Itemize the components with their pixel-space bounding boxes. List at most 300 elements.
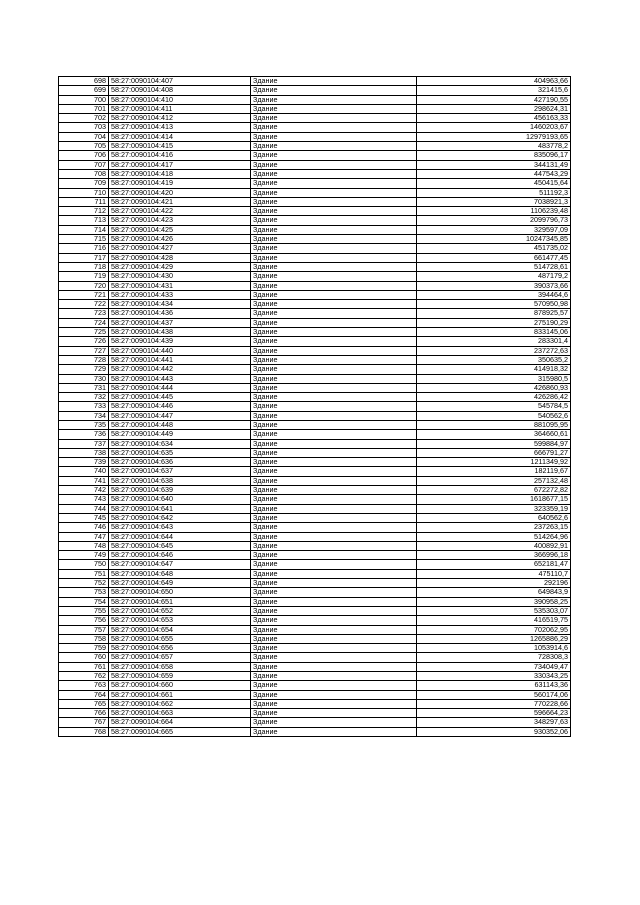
table-row	[59, 151, 571, 160]
cadastral-number-cell: 58:27:0090104:446	[109, 402, 251, 411]
object-type-cell: Здание	[251, 272, 417, 281]
object-type-cell: Здание	[251, 588, 417, 597]
table-row	[59, 718, 571, 727]
table-row	[59, 588, 571, 597]
object-type-cell: Здание	[251, 374, 417, 383]
cadastral-value-cell: 511192,3	[417, 188, 571, 197]
cadastral-number-cell: 58:27:0090104:644	[109, 532, 251, 541]
object-type-cell: Здание	[251, 699, 417, 708]
document-sheet	[58, 76, 570, 737]
table-row	[59, 225, 571, 234]
object-type-cell: Здание	[251, 532, 417, 541]
table-row	[59, 690, 571, 699]
object-type-cell: Здание	[251, 681, 417, 690]
table-row	[59, 300, 571, 309]
cadastral-number-cell: 58:27:0090104:664	[109, 718, 251, 727]
table-row	[59, 169, 571, 178]
object-type-cell: Здание	[251, 495, 417, 504]
property-table	[58, 76, 571, 737]
cadastral-value-cell: 728308,3	[417, 653, 571, 662]
row-number-cell: 731	[59, 383, 109, 392]
row-number-cell: 719	[59, 272, 109, 281]
row-number-cell: 742	[59, 486, 109, 495]
cadastral-value-cell: 426286,42	[417, 393, 571, 402]
row-number-cell: 759	[59, 644, 109, 653]
object-type-cell: Здание	[251, 411, 417, 420]
table-row	[59, 132, 571, 141]
row-number-cell: 713	[59, 216, 109, 225]
table-row	[59, 662, 571, 671]
cadastral-value-cell: 330343,25	[417, 672, 571, 681]
object-type-cell: Здание	[251, 569, 417, 578]
cadastral-value-cell: 404963,66	[417, 77, 571, 86]
row-number-cell: 761	[59, 662, 109, 671]
row-number-cell: 764	[59, 690, 109, 699]
cadastral-value-cell: 487179,2	[417, 272, 571, 281]
table-row	[59, 402, 571, 411]
object-type-cell: Здание	[251, 104, 417, 113]
object-type-cell: Здание	[251, 86, 417, 95]
cadastral-value-cell: 666791,27	[417, 448, 571, 457]
row-number-cell: 767	[59, 718, 109, 727]
cadastral-number-cell: 58:27:0090104:645	[109, 541, 251, 550]
table-row	[59, 476, 571, 485]
object-type-cell: Здание	[251, 430, 417, 439]
table-row	[59, 290, 571, 299]
object-type-cell: Здание	[251, 402, 417, 411]
row-number-cell: 736	[59, 430, 109, 439]
object-type-cell: Здание	[251, 142, 417, 151]
cadastral-value-cell: 570950,98	[417, 300, 571, 309]
table-row	[59, 272, 571, 281]
object-type-cell: Здание	[251, 160, 417, 169]
table-row	[59, 318, 571, 327]
object-type-cell: Здание	[251, 541, 417, 550]
table-row	[59, 495, 571, 504]
row-number-cell: 758	[59, 634, 109, 643]
cadastral-number-cell: 58:27:0090104:430	[109, 272, 251, 281]
cadastral-value-cell: 631143,36	[417, 681, 571, 690]
table-row	[59, 77, 571, 86]
cadastral-value-cell: 652181,47	[417, 560, 571, 569]
cadastral-number-cell: 58:27:0090104:415	[109, 142, 251, 151]
object-type-cell: Здание	[251, 597, 417, 606]
cadastral-number-cell: 58:27:0090104:639	[109, 486, 251, 495]
cadastral-value-cell: 292196	[417, 579, 571, 588]
table-row	[59, 355, 571, 364]
object-type-cell: Здание	[251, 337, 417, 346]
table-row	[59, 681, 571, 690]
cadastral-value-cell: 1265886,29	[417, 634, 571, 643]
cadastral-value-cell: 400892,91	[417, 541, 571, 550]
table-row	[59, 383, 571, 392]
cadastral-number-cell: 58:27:0090104:444	[109, 383, 251, 392]
cadastral-value-cell: 514728,61	[417, 262, 571, 271]
object-type-cell: Здание	[251, 513, 417, 522]
table-row	[59, 253, 571, 262]
row-number-cell: 768	[59, 727, 109, 736]
table-row	[59, 411, 571, 420]
object-type-cell: Здание	[251, 207, 417, 216]
cadastral-number-cell: 58:27:0090104:411	[109, 104, 251, 113]
cadastral-number-cell: 58:27:0090104:433	[109, 290, 251, 299]
cadastral-number-cell: 58:27:0090104:439	[109, 337, 251, 346]
cadastral-value-cell: 560174,06	[417, 690, 571, 699]
table-body	[59, 77, 571, 737]
object-type-cell: Здание	[251, 244, 417, 253]
object-type-cell: Здание	[251, 123, 417, 132]
row-number-cell: 737	[59, 439, 109, 448]
row-number-cell: 701	[59, 104, 109, 113]
cadastral-number-cell: 58:27:0090104:429	[109, 262, 251, 271]
cadastral-number-cell: 58:27:0090104:441	[109, 355, 251, 364]
cadastral-value-cell: 447543,29	[417, 169, 571, 178]
table-row	[59, 281, 571, 290]
table-row	[59, 709, 571, 718]
object-type-cell: Здание	[251, 718, 417, 727]
cadastral-number-cell: 58:27:0090104:637	[109, 467, 251, 476]
table-row	[59, 551, 571, 560]
row-number-cell: 723	[59, 309, 109, 318]
object-type-cell: Здание	[251, 346, 417, 355]
row-number-cell: 708	[59, 169, 109, 178]
row-number-cell: 714	[59, 225, 109, 234]
cadastral-number-cell: 58:27:0090104:447	[109, 411, 251, 420]
cadastral-number-cell: 58:27:0090104:418	[109, 169, 251, 178]
object-type-cell: Здание	[251, 225, 417, 234]
object-type-cell: Здание	[251, 644, 417, 653]
row-number-cell: 712	[59, 207, 109, 216]
table-row	[59, 569, 571, 578]
object-type-cell: Здание	[251, 560, 417, 569]
object-type-cell: Здание	[251, 486, 417, 495]
object-type-cell: Здание	[251, 197, 417, 206]
object-type-cell: Здание	[251, 290, 417, 299]
cadastral-number-cell: 58:27:0090104:646	[109, 551, 251, 560]
table-row	[59, 430, 571, 439]
cadastral-number-cell: 58:27:0090104:421	[109, 197, 251, 206]
cadastral-value-cell: 2099796,73	[417, 216, 571, 225]
cadastral-value-cell: 535303,07	[417, 606, 571, 615]
cadastral-value-cell: 483778,2	[417, 142, 571, 151]
cadastral-number-cell: 58:27:0090104:442	[109, 365, 251, 374]
table-row	[59, 727, 571, 736]
object-type-cell: Здание	[251, 523, 417, 532]
row-number-cell: 735	[59, 420, 109, 429]
table-row	[59, 579, 571, 588]
table-row	[59, 625, 571, 634]
row-number-cell: 766	[59, 709, 109, 718]
row-number-cell: 754	[59, 597, 109, 606]
object-type-cell: Здание	[251, 551, 417, 560]
cadastral-value-cell: 275190,29	[417, 318, 571, 327]
cadastral-number-cell: 58:27:0090104:654	[109, 625, 251, 634]
table-row	[59, 160, 571, 169]
cadastral-value-cell: 390373,66	[417, 281, 571, 290]
cadastral-value-cell: 456163,33	[417, 114, 571, 123]
row-number-cell: 721	[59, 290, 109, 299]
object-type-cell: Здание	[251, 132, 417, 141]
object-type-cell: Здание	[251, 188, 417, 197]
cadastral-value-cell: 878925,57	[417, 309, 571, 318]
cadastral-number-cell: 58:27:0090104:440	[109, 346, 251, 355]
cadastral-value-cell: 364660,61	[417, 430, 571, 439]
cadastral-value-cell: 1106239,48	[417, 207, 571, 216]
row-number-cell: 744	[59, 504, 109, 513]
cadastral-value-cell: 540562,6	[417, 411, 571, 420]
table-row	[59, 95, 571, 104]
object-type-cell: Здание	[251, 653, 417, 662]
cadastral-value-cell: 390958,25	[417, 597, 571, 606]
object-type-cell: Здание	[251, 393, 417, 402]
cadastral-value-cell: 833145,06	[417, 328, 571, 337]
cadastral-value-cell: 881095,95	[417, 420, 571, 429]
cadastral-value-cell: 672272,82	[417, 486, 571, 495]
cadastral-number-cell: 58:27:0090104:426	[109, 235, 251, 244]
object-type-cell: Здание	[251, 448, 417, 457]
cadastral-number-cell: 58:27:0090104:438	[109, 328, 251, 337]
row-number-cell: 734	[59, 411, 109, 420]
row-number-cell: 740	[59, 467, 109, 476]
table-row	[59, 393, 571, 402]
row-number-cell: 724	[59, 318, 109, 327]
cadastral-number-cell: 58:27:0090104:414	[109, 132, 251, 141]
cadastral-number-cell: 58:27:0090104:665	[109, 727, 251, 736]
cadastral-value-cell: 329597,09	[417, 225, 571, 234]
object-type-cell: Здание	[251, 216, 417, 225]
cadastral-number-cell: 58:27:0090104:449	[109, 430, 251, 439]
cadastral-number-cell: 58:27:0090104:641	[109, 504, 251, 513]
table-row	[59, 114, 571, 123]
row-number-cell: 739	[59, 458, 109, 467]
object-type-cell: Здание	[251, 300, 417, 309]
object-type-cell: Здание	[251, 458, 417, 467]
object-type-cell: Здание	[251, 235, 417, 244]
cadastral-number-cell: 58:27:0090104:658	[109, 662, 251, 671]
row-number-cell: 711	[59, 197, 109, 206]
cadastral-number-cell: 58:27:0090104:660	[109, 681, 251, 690]
cadastral-number-cell: 58:27:0090104:416	[109, 151, 251, 160]
table-row	[59, 262, 571, 271]
cadastral-value-cell: 298624,31	[417, 104, 571, 113]
row-number-cell: 748	[59, 541, 109, 550]
object-type-cell: Здание	[251, 151, 417, 160]
row-number-cell: 703	[59, 123, 109, 132]
table-row	[59, 104, 571, 113]
cadastral-number-cell: 58:27:0090104:651	[109, 597, 251, 606]
object-type-cell: Здание	[251, 114, 417, 123]
cadastral-number-cell: 58:27:0090104:648	[109, 569, 251, 578]
cadastral-number-cell: 58:27:0090104:635	[109, 448, 251, 457]
cadastral-value-cell: 426860,93	[417, 383, 571, 392]
row-number-cell: 732	[59, 393, 109, 402]
cadastral-value-cell: 640562,6	[417, 513, 571, 522]
cadastral-number-cell: 58:27:0090104:422	[109, 207, 251, 216]
row-number-cell: 756	[59, 616, 109, 625]
cadastral-value-cell: 366996,18	[417, 551, 571, 560]
table-row	[59, 123, 571, 132]
cadastral-value-cell: 661477,45	[417, 253, 571, 262]
cadastral-value-cell: 323359,19	[417, 504, 571, 513]
cadastral-number-cell: 58:27:0090104:420	[109, 188, 251, 197]
cadastral-value-cell: 1618677,15	[417, 495, 571, 504]
object-type-cell: Здание	[251, 179, 417, 188]
cadastral-value-cell: 734049,47	[417, 662, 571, 671]
table-row	[59, 653, 571, 662]
table-row	[59, 597, 571, 606]
cadastral-number-cell: 58:27:0090104:436	[109, 309, 251, 318]
table-row	[59, 244, 571, 253]
cadastral-value-cell: 1211349,92	[417, 458, 571, 467]
table-row	[59, 634, 571, 643]
cadastral-number-cell: 58:27:0090104:431	[109, 281, 251, 290]
table-row	[59, 606, 571, 615]
row-number-cell: 706	[59, 151, 109, 160]
table-row	[59, 616, 571, 625]
cadastral-value-cell: 835096,17	[417, 151, 571, 160]
cadastral-value-cell: 702062,95	[417, 625, 571, 634]
row-number-cell: 743	[59, 495, 109, 504]
row-number-cell: 750	[59, 560, 109, 569]
cadastral-value-cell: 10247345,85	[417, 235, 571, 244]
row-number-cell: 760	[59, 653, 109, 662]
cadastral-number-cell: 58:27:0090104:408	[109, 86, 251, 95]
table-row	[59, 644, 571, 653]
cadastral-number-cell: 58:27:0090104:636	[109, 458, 251, 467]
row-number-cell: 709	[59, 179, 109, 188]
cadastral-number-cell: 58:27:0090104:427	[109, 244, 251, 253]
object-type-cell: Здание	[251, 504, 417, 513]
table-row	[59, 699, 571, 708]
row-number-cell: 700	[59, 95, 109, 104]
object-type-cell: Здание	[251, 690, 417, 699]
cadastral-number-cell: 58:27:0090104:417	[109, 160, 251, 169]
cadastral-value-cell: 7038921,3	[417, 197, 571, 206]
table-row	[59, 216, 571, 225]
row-number-cell: 722	[59, 300, 109, 309]
row-number-cell: 699	[59, 86, 109, 95]
cadastral-value-cell: 930352,06	[417, 727, 571, 736]
cadastral-number-cell: 58:27:0090104:437	[109, 318, 251, 327]
object-type-cell: Здание	[251, 169, 417, 178]
cadastral-value-cell: 599884,97	[417, 439, 571, 448]
row-number-cell: 746	[59, 523, 109, 532]
row-number-cell: 751	[59, 569, 109, 578]
object-type-cell: Здание	[251, 95, 417, 104]
object-type-cell: Здание	[251, 439, 417, 448]
cadastral-number-cell: 58:27:0090104:663	[109, 709, 251, 718]
cadastral-number-cell: 58:27:0090104:656	[109, 644, 251, 653]
cadastral-value-cell: 237272,63	[417, 346, 571, 355]
table-row	[59, 541, 571, 550]
cadastral-number-cell: 58:27:0090104:412	[109, 114, 251, 123]
table-row	[59, 672, 571, 681]
object-type-cell: Здание	[251, 606, 417, 615]
table-row	[59, 504, 571, 513]
cadastral-number-cell: 58:27:0090104:445	[109, 393, 251, 402]
table-row	[59, 179, 571, 188]
row-number-cell: 698	[59, 77, 109, 86]
cadastral-value-cell: 770228,66	[417, 699, 571, 708]
row-number-cell: 730	[59, 374, 109, 383]
table-row	[59, 448, 571, 457]
cadastral-value-cell: 182119,67	[417, 467, 571, 476]
row-number-cell: 762	[59, 672, 109, 681]
table-row	[59, 486, 571, 495]
cadastral-number-cell: 58:27:0090104:647	[109, 560, 251, 569]
cadastral-number-cell: 58:27:0090104:643	[109, 523, 251, 532]
table-row	[59, 439, 571, 448]
cadastral-value-cell: 257132,48	[417, 476, 571, 485]
cadastral-number-cell: 58:27:0090104:652	[109, 606, 251, 615]
cadastral-number-cell: 58:27:0090104:642	[109, 513, 251, 522]
cadastral-value-cell: 649843,9	[417, 588, 571, 597]
object-type-cell: Здание	[251, 253, 417, 262]
object-type-cell: Здание	[251, 662, 417, 671]
cadastral-number-cell: 58:27:0090104:655	[109, 634, 251, 643]
cadastral-value-cell: 283301,4	[417, 337, 571, 346]
row-number-cell: 733	[59, 402, 109, 411]
row-number-cell: 720	[59, 281, 109, 290]
row-number-cell: 728	[59, 355, 109, 364]
object-type-cell: Здание	[251, 476, 417, 485]
table-row	[59, 560, 571, 569]
table-row	[59, 374, 571, 383]
row-number-cell: 725	[59, 328, 109, 337]
table-row	[59, 365, 571, 374]
cadastral-number-cell: 58:27:0090104:650	[109, 588, 251, 597]
cadastral-number-cell: 58:27:0090104:423	[109, 216, 251, 225]
row-number-cell: 738	[59, 448, 109, 457]
cadastral-value-cell: 321415,6	[417, 86, 571, 95]
cadastral-value-cell: 427190,55	[417, 95, 571, 104]
cadastral-number-cell: 58:27:0090104:662	[109, 699, 251, 708]
row-number-cell: 710	[59, 188, 109, 197]
cadastral-value-cell: 12979193,65	[417, 132, 571, 141]
cadastral-value-cell: 350635,2	[417, 355, 571, 364]
cadastral-number-cell: 58:27:0090104:407	[109, 77, 251, 86]
cadastral-number-cell: 58:27:0090104:661	[109, 690, 251, 699]
cadastral-number-cell: 58:27:0090104:640	[109, 495, 251, 504]
cadastral-number-cell: 58:27:0090104:649	[109, 579, 251, 588]
table-row	[59, 86, 571, 95]
row-number-cell: 717	[59, 253, 109, 262]
cadastral-value-cell: 1053914,6	[417, 644, 571, 653]
cadastral-value-cell: 514264,96	[417, 532, 571, 541]
table-row	[59, 420, 571, 429]
cadastral-number-cell: 58:27:0090104:434	[109, 300, 251, 309]
object-type-cell: Здание	[251, 634, 417, 643]
cadastral-number-cell: 58:27:0090104:634	[109, 439, 251, 448]
row-number-cell: 707	[59, 160, 109, 169]
table-row	[59, 188, 571, 197]
row-number-cell: 729	[59, 365, 109, 374]
cadastral-number-cell: 58:27:0090104:657	[109, 653, 251, 662]
row-number-cell: 715	[59, 235, 109, 244]
cadastral-number-cell: 58:27:0090104:448	[109, 420, 251, 429]
object-type-cell: Здание	[251, 262, 417, 271]
object-type-cell: Здание	[251, 625, 417, 634]
object-type-cell: Здание	[251, 365, 417, 374]
cadastral-number-cell: 58:27:0090104:419	[109, 179, 251, 188]
cadastral-number-cell: 58:27:0090104:410	[109, 95, 251, 104]
table-row	[59, 235, 571, 244]
row-number-cell: 747	[59, 532, 109, 541]
object-type-cell: Здание	[251, 579, 417, 588]
cadastral-value-cell: 348297,63	[417, 718, 571, 727]
row-number-cell: 752	[59, 579, 109, 588]
table-row	[59, 197, 571, 206]
